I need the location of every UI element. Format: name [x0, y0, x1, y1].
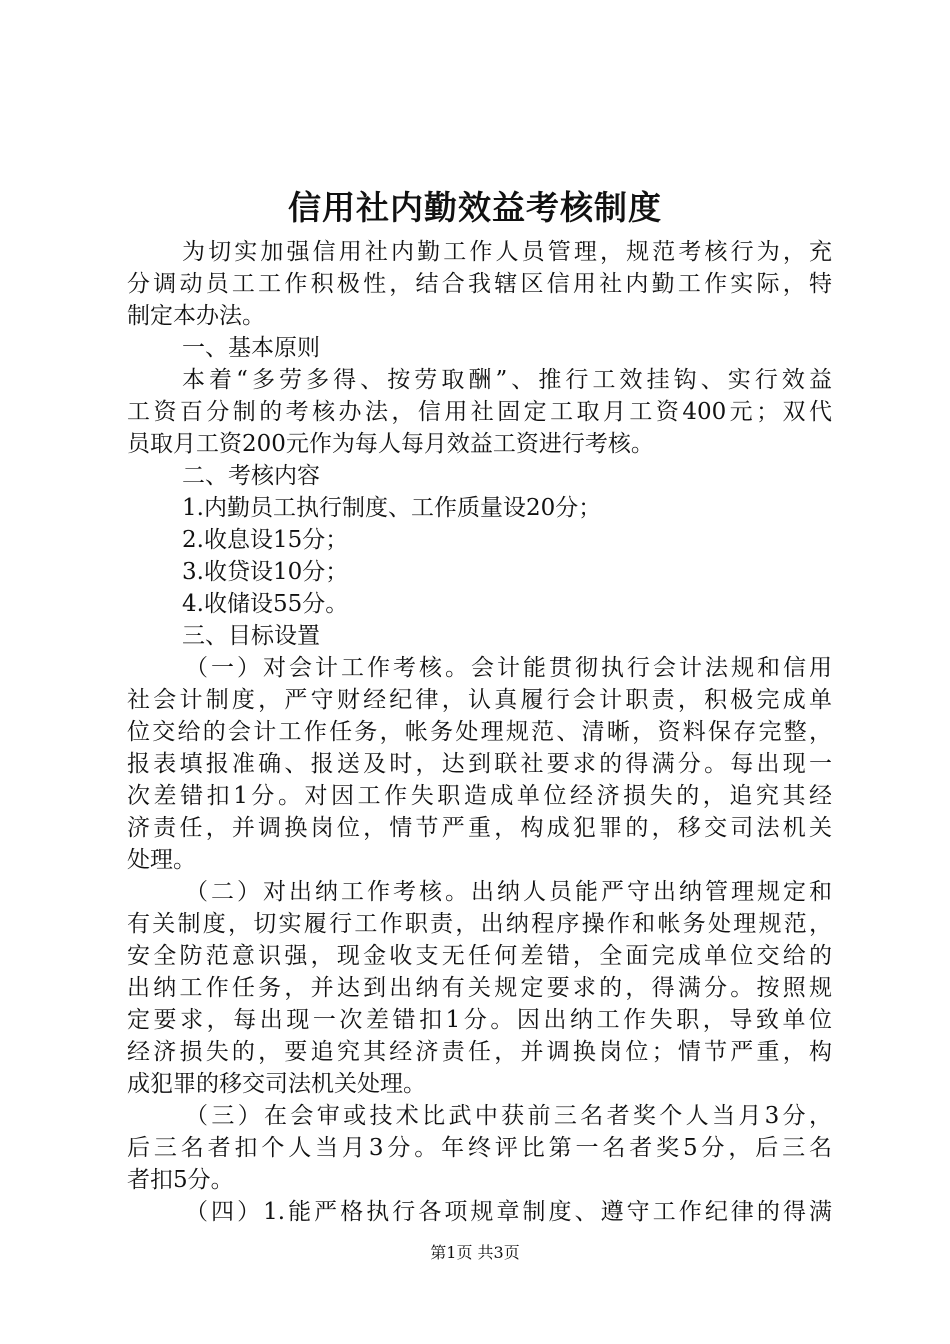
paragraph-line: 定要求，每出现一次差错扣1分。因出纳工作失职，导致单位 [127, 1007, 832, 1033]
paragraph-line: 经济损失的，要追究其经济责任，并调换岗位；情节严重，构 [127, 1039, 832, 1065]
list-item: 4.收储设55分。 [182, 591, 349, 617]
paragraph-line: 济责任，并调换岗位，情节严重，构成犯罪的，移交司法机关 [127, 815, 832, 841]
paragraph-line: 为切实加强信用社内勤工作人员管理，规范考核行为，充 [182, 239, 832, 265]
paragraph-line: （二）对出纳工作考核。出纳人员能严守出纳管理规定和 [185, 879, 832, 905]
paragraph-line: 制定本办法。 [127, 303, 265, 329]
list-item: 1.内勤员工执行制度、工作质量设20分； [182, 495, 602, 521]
paragraph-line: 安全防范意识强，现金收支无任何差错，全面完成单位交给的 [127, 943, 832, 969]
paragraph-line: 员取月工资200元作为每人每月效益工资进行考核。 [127, 431, 654, 457]
section-heading: 二、考核内容 [182, 463, 320, 489]
paragraph-line: 社会计制度，严守财经纪律，认真履行会计职责，积极完成单 [127, 687, 832, 713]
paragraph-line: 有关制度，切实履行工作职责，出纳程序操作和帐务处理规范， [127, 911, 832, 937]
paragraph-line: （三）在会审或技术比武中获前三名者奖个人当月3分， [185, 1103, 832, 1129]
paragraph-line: 处理。 [127, 847, 196, 873]
section-heading: 三、目标设置 [182, 623, 320, 649]
paragraph-line: 分调动员工工作积极性，结合我辖区信用社内勤工作实际，特 [127, 271, 832, 297]
paragraph-line: （一）对会计工作考核。会计能贯彻执行会计法规和信用 [185, 655, 832, 681]
page-number-footer: 第1页 共3页 [430, 1243, 520, 1262]
document-body [127, 236, 832, 1228]
paragraph-line: 本着“多劳多得、按劳取酬”、推行工效挂钩、实行效益 [182, 367, 832, 393]
list-item: 2.收息设15分； [182, 527, 349, 553]
paragraph-line: 者扣5分。 [127, 1167, 234, 1193]
document-title: 信用社内勤效益考核制度 [288, 188, 662, 227]
paragraph-line: 工资百分制的考核办法，信用社固定工取月工资400元；双代 [127, 399, 832, 425]
list-item: 3.收贷设10分； [182, 559, 349, 585]
paragraph-line: 后三名者扣个人当月3分。年终评比第一名者奖5分，后三名 [127, 1135, 832, 1161]
paragraph-line: 位交给的会计工作任务，帐务处理规范、清晰，资料保存完整， [127, 719, 832, 745]
paragraph-line: 出纳工作任务，并达到出纳有关规定要求的，得满分。按照规 [127, 975, 832, 1001]
paragraph-line: 报表填报准确、报送及时，达到联社要求的得满分。每出现一 [127, 751, 832, 777]
section-heading: 一、基本原则 [182, 335, 320, 361]
paragraph-line: （四）1.能严格执行各项规章制度、遵守工作纪律的得满 [185, 1199, 832, 1225]
paragraph-line: 次差错扣1分。对因工作失职造成单位经济损失的，追究其经 [127, 783, 832, 809]
paragraph-line: 成犯罪的移交司法机关处理。 [127, 1071, 426, 1097]
